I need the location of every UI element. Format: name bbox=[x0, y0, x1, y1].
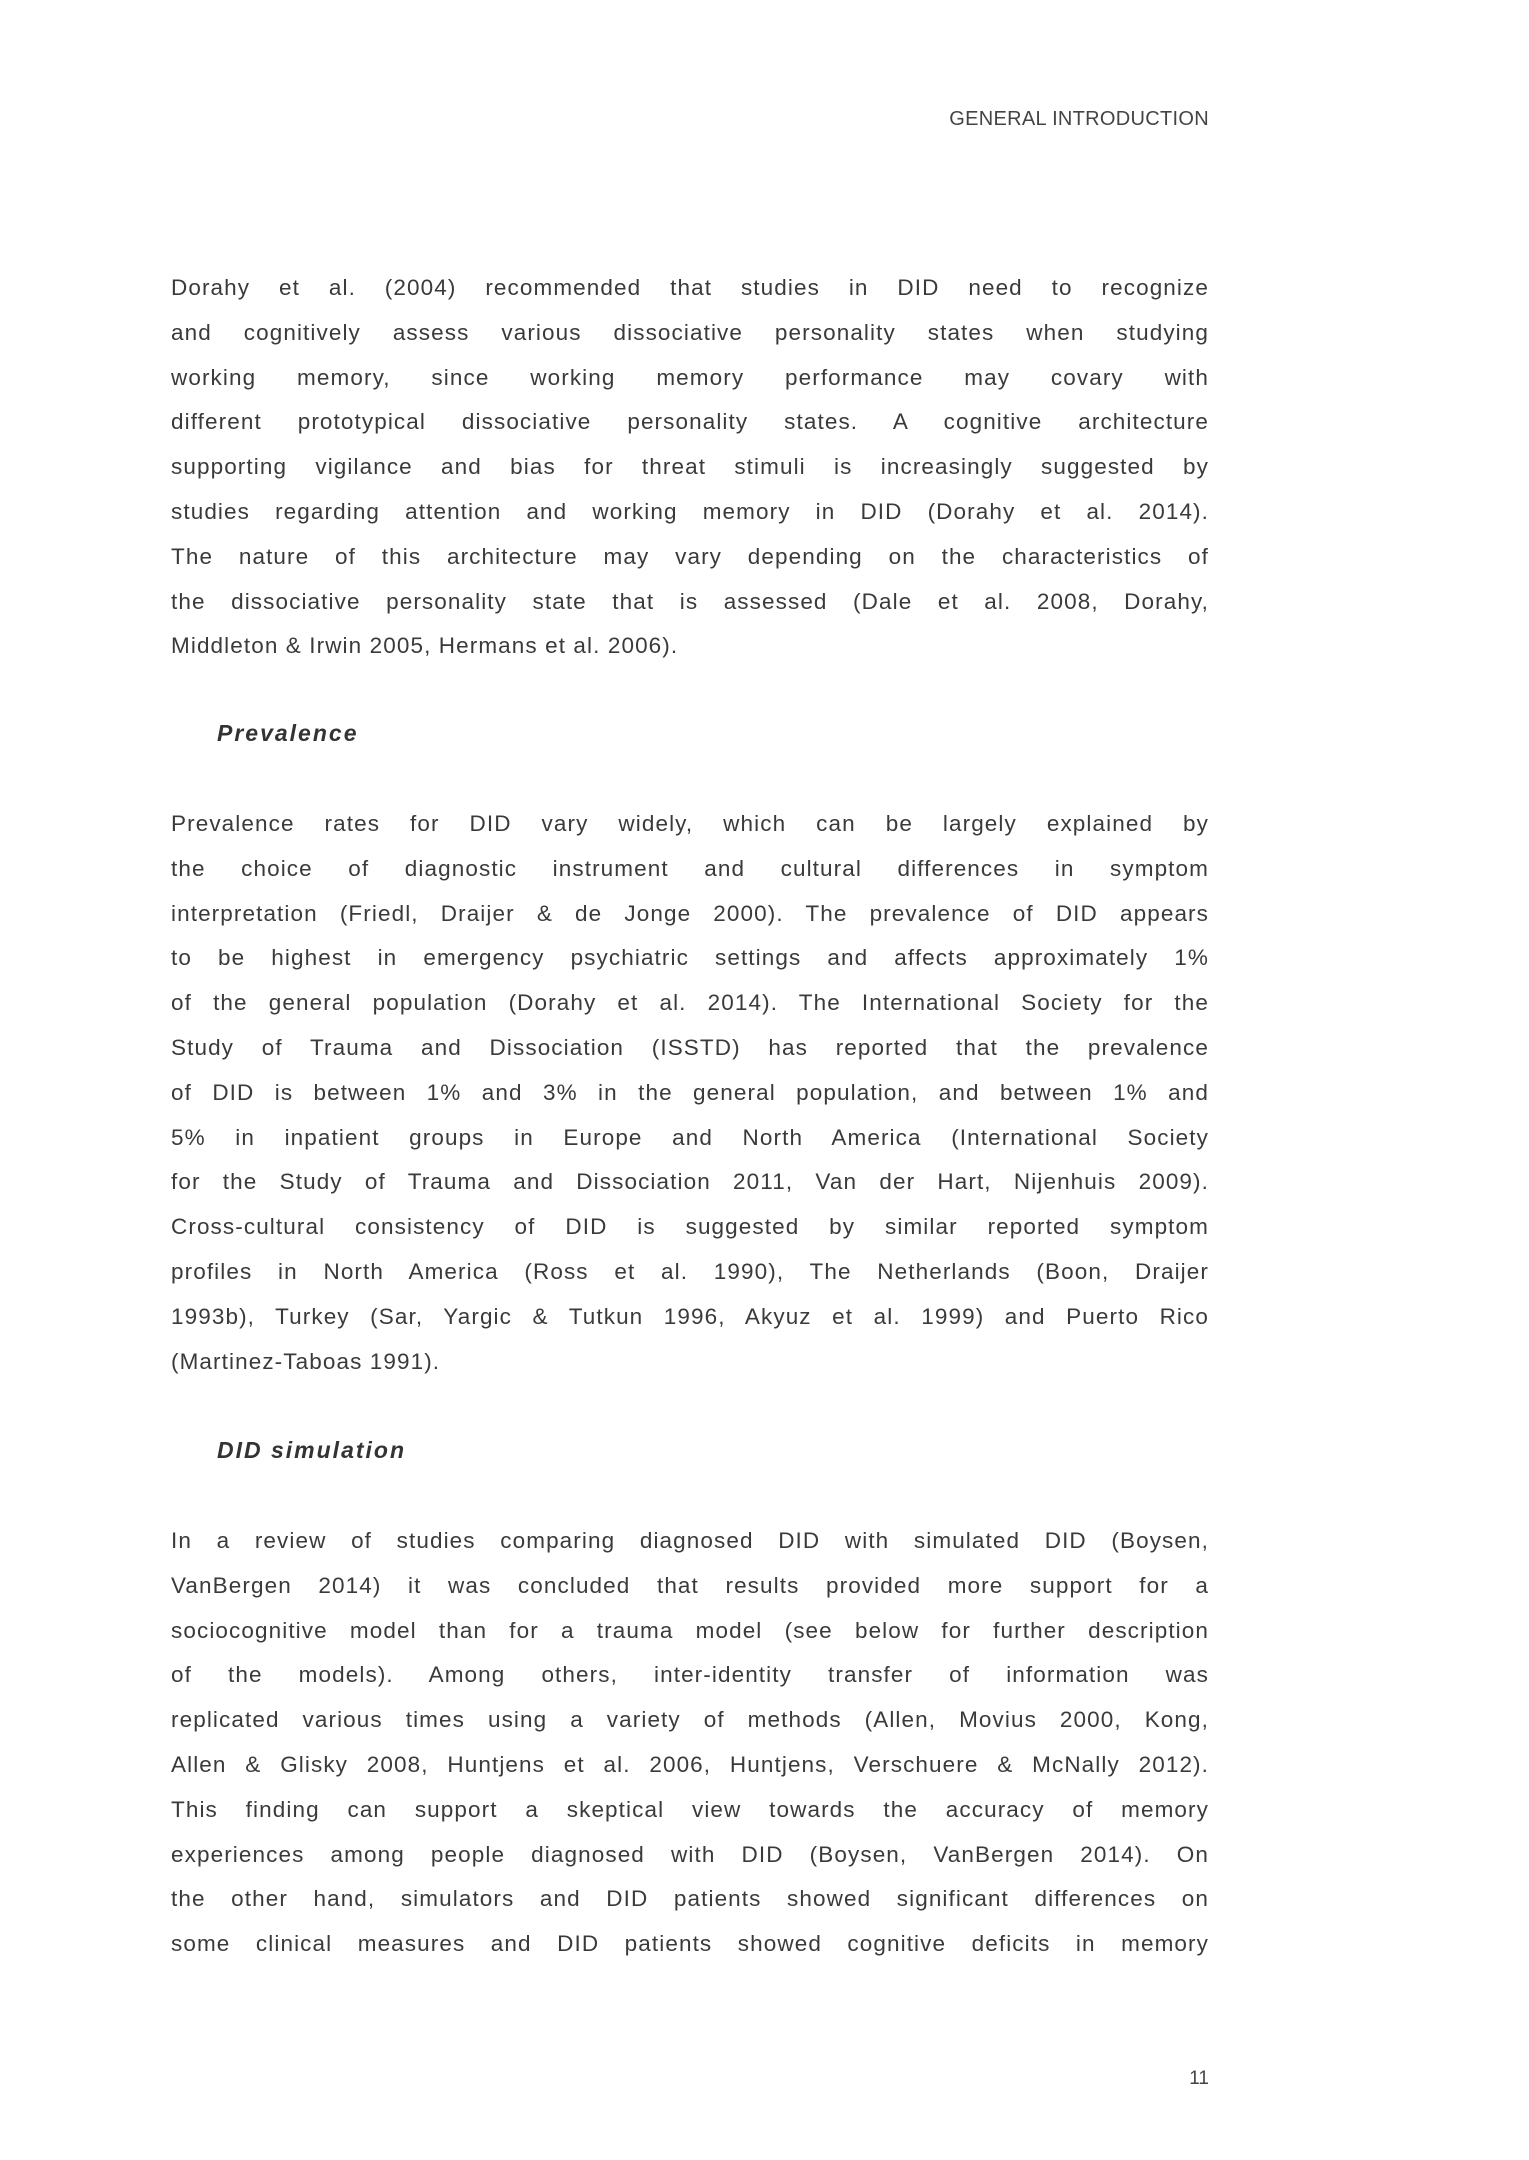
page-number: 11 bbox=[1189, 2068, 1209, 2089]
text-line: interpretation (Friedl, Draijer & de Jonge 2000). The prevalence of DID appears bbox=[171, 900, 1209, 926]
text-line: working memory, since working memory performance may covary with bbox=[171, 364, 1209, 390]
text-line: studies regarding attention and working memory in DID (Dorahy et al. 2014). bbox=[171, 498, 1209, 524]
text-line: of DID is between 1% and 3% in the general population, and between 1% and bbox=[171, 1079, 1209, 1105]
text-line: the dissociative personality state that is assessed (Dale et al. 2008, Dorahy, bbox=[171, 588, 1209, 614]
text-line: to be highest in emergency psychiatric settings and affects approximately 1% bbox=[171, 945, 1209, 971]
text-line: 1993b), Turkey (Sar, Yargic & Tutkun 1996, Akyuz et al. 1999) and Puerto Rico bbox=[171, 1303, 1209, 1329]
text-line: Middleton & Irwin 2005, Hermans et al. 2006). bbox=[171, 633, 679, 659]
text-line: the choice of diagnostic instrument and cultural differences in symptom bbox=[171, 855, 1209, 881]
section-heading-prevalence: Prevalence bbox=[217, 720, 359, 746]
text-line: This finding can support a skeptical view towards the accuracy of memory bbox=[171, 1796, 1209, 1822]
text-line: Allen & Glisky 2008, Huntjens et al. 2006, Huntjens, Verschuere & McNally 2012). bbox=[171, 1751, 1209, 1777]
text-line: 5% in inpatient groups in Europe and North America (International Society bbox=[171, 1124, 1209, 1150]
text-line: of the general population (Dorahy et al. 2014). The International Society for the bbox=[171, 990, 1209, 1016]
text-line: experiences among people diagnosed with DID (Boysen, VanBergen 2014). On bbox=[171, 1841, 1209, 1867]
text-line: Dorahy et al. (2004) recommended that studies in DID need to recognize bbox=[171, 275, 1209, 300]
text-line: Cross-cultural consistency of DID is suggested by similar reported symptom bbox=[171, 1214, 1209, 1240]
text-line: Study of Trauma and Dissociation (ISSTD) has reported that the prevalence bbox=[171, 1034, 1209, 1060]
text-line: sociocognitive model than for a trauma model (see below for further description bbox=[171, 1617, 1209, 1643]
text-line: In a review of studies comparing diagnosed DID with simulated DID (Boysen, bbox=[171, 1528, 1209, 1553]
paragraph-intro bbox=[171, 266, 1209, 669]
text-line: replicated various times using a variety of methods (Allen, Movius 2000, Kong, bbox=[171, 1707, 1209, 1733]
running-header: GENERAL INTRODUCTION bbox=[949, 108, 1209, 130]
text-line: different prototypical dissociative personality states. A cognitive architecture bbox=[171, 409, 1209, 435]
text-line: Prevalence rates for DID vary widely, which can be largely explained by bbox=[171, 811, 1209, 836]
text-line: supporting vigilance and bias for threat stimuli is increasingly suggested by bbox=[171, 454, 1209, 480]
text-line: profiles in North America (Ross et al. 1990), The Netherlands (Boon, Draijer bbox=[171, 1258, 1209, 1284]
text-line: some clinical measures and DID patients showed cognitive deficits in memory bbox=[171, 1931, 1209, 1957]
paragraph-did-simulation bbox=[171, 1519, 1209, 1967]
text-line: of the models). Among others, inter-identity transfer of information was bbox=[171, 1662, 1209, 1688]
text-line: The nature of this architecture may vary depending on the characteristics of bbox=[171, 543, 1209, 569]
text-line: for the Study of Trauma and Dissociation 2011, Van der Hart, Nijenhuis 2009). bbox=[171, 1169, 1209, 1195]
text-line: and cognitively assess various dissociative personality states when studying bbox=[171, 319, 1209, 345]
text-line: VanBergen 2014) it was concluded that results provided more support for a bbox=[171, 1572, 1209, 1598]
section-heading-did-simulation: DID simulation bbox=[217, 1437, 407, 1463]
text-line: the other hand, simulators and DID patients showed significant differences on bbox=[171, 1886, 1209, 1912]
paragraph-prevalence bbox=[171, 802, 1209, 1384]
text-line: (Martinez-Taboas 1991). bbox=[171, 1348, 441, 1374]
